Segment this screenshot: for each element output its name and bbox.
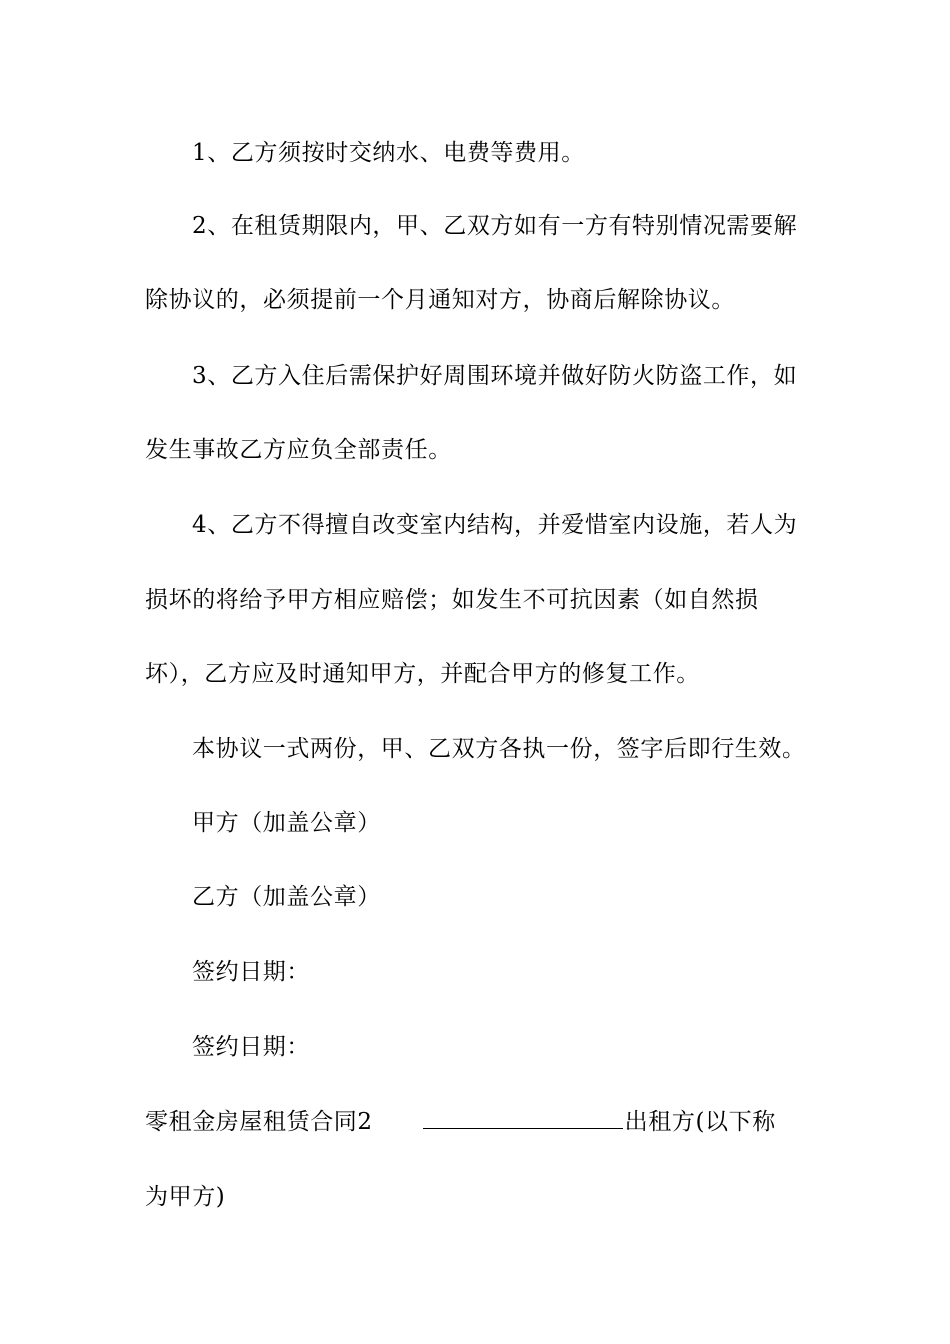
clause-4-line-2: 损坏的将给予甲方相应赔偿；如发生不可抗因素（如自然损	[145, 587, 759, 613]
clause-4-line-1: 4、乙方不得擅自改变室内结构，并爱惜室内设施，若人为	[192, 512, 798, 538]
clause-1: 1、乙方须按时交纳水、电费等费用。	[192, 140, 585, 166]
contract-2-heading-line	[145, 1107, 815, 1137]
clause-2-line-2: 除协议的，必须提前一个月通知对方，协商后解除协议。	[145, 287, 735, 313]
signing-date-1: 签约日期：	[192, 959, 310, 985]
lessor-label: 出租方(以下称	[624, 1109, 776, 1135]
party-b-seal: 乙方（加盖公章）	[192, 884, 381, 910]
clause-3-line-1: 3、乙方入住后需保护好周围环境并做好防火防盗工作，如	[192, 363, 798, 389]
lessor-name-blank	[423, 1108, 623, 1129]
clause-3-line-2: 发生事故乙方应负全部责任。	[145, 437, 452, 463]
clause-2-line-1: 2、在租赁期限内，甲、乙双方如有一方有特别情况需要解	[192, 213, 798, 239]
contract-2-continuation: 为甲方)	[145, 1184, 226, 1210]
clause-4-line-3: 坏），乙方应及时通知甲方，并配合甲方的修复工作。	[145, 661, 700, 687]
party-a-seal: 甲方（加盖公章）	[192, 810, 381, 836]
validity-statement: 本协议一式两份，甲、乙双方各执一份，签字后即行生效。	[192, 736, 806, 762]
contract-2-title: 零租金房屋租赁合同2	[145, 1109, 373, 1135]
signing-date-2: 签约日期：	[192, 1034, 310, 1060]
